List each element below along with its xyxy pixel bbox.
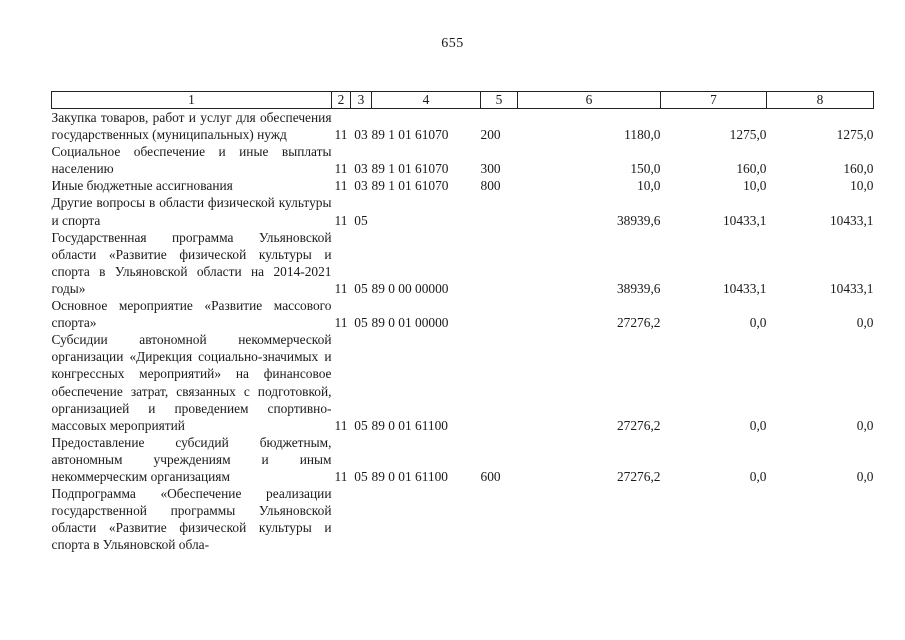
row-target-code: 89 1 01 61070 [371,161,449,177]
row-name: Другие вопросы в области физической культуры и спорта [51,195,332,228]
row-name: Иные бюджетные ассигнования [51,178,233,194]
row-expense-type [481,331,518,434]
row-expense-type: 600 [480,468,501,484]
row-amount-2: 0,0 [749,417,767,433]
row-expense-type: 200 [480,127,501,143]
table-row [52,297,874,331]
row-name: Государственная программа Ульяновской области «Развитие физической культуры и спорта в Ульяновской области на 2014-2021 годы» [51,229,332,296]
row-subsection [351,485,372,553]
row-amount-1: 27276,2 [616,468,661,484]
row-expense-type [481,229,518,297]
table-row [52,109,874,144]
header-col-8: 8 [767,92,874,109]
row-expense-type [481,485,518,553]
row-subsection: 05 [354,315,368,331]
row-section: 11 [334,417,348,433]
row-amount-3: 0,0 [856,417,874,433]
table-row [52,434,874,485]
row-amount-2: 10433,1 [722,212,767,228]
header-col-6: 6 [518,92,661,109]
table-row [52,143,874,177]
row-target-code: 89 0 01 61100 [371,468,448,484]
row-amount-1: 150,0 [630,161,661,177]
row-target-code: 89 0 01 00000 [371,315,449,331]
row-target-code [372,194,481,228]
row-amount-1: 38939,6 [616,280,661,296]
row-section: 11 [334,315,348,331]
row-section: 11 [334,178,348,194]
row-expense-type [481,194,518,228]
row-section: 11 [334,127,348,143]
row-amount-3: 10,0 [850,178,874,194]
row-section: 11 [334,280,348,296]
row-amount-1: 1180,0 [624,127,661,143]
row-target-code: 89 1 01 61070 [371,127,449,143]
row-amount-1: 27276,2 [616,417,661,433]
header-col-7: 7 [661,92,767,109]
row-section: 11 [334,212,348,228]
row-expense-type: 300 [480,161,501,177]
row-section: 11 [334,161,348,177]
row-amount-2: 0,0 [749,468,767,484]
table-row [52,229,874,297]
header-col-5: 5 [481,92,518,109]
row-name: Социальное обеспечение и иные выплаты населению [51,144,332,177]
row-subsection: 03 [354,178,368,194]
row-amount-2 [661,485,767,553]
row-name: Закупка товаров, работ и услуг для обеспечения государственных (муниципальных) нужд [51,110,332,143]
row-amount-1: 10,0 [637,178,661,194]
row-target-code: 89 1 01 61070 [371,178,449,194]
row-amount-2: 10433,1 [722,280,767,296]
row-subsection: 05 [354,417,368,433]
budget-table [51,91,874,553]
table-row [52,194,874,228]
row-amount-3: 0,0 [856,315,874,331]
table-row [52,331,874,434]
row-target-code: 89 0 00 00000 [371,280,449,296]
header-row [52,92,874,109]
row-name: Подпрограмма «Обеспечение реализации государственной программы Ульяновской области «Развитие физической культуры и спорта в Ульяновской обла- [51,486,332,553]
row-amount-1: 38939,6 [616,212,661,228]
row-amount-2: 10,0 [743,178,767,194]
row-subsection: 05 [354,280,368,296]
row-amount-2: 1275,0 [729,127,767,143]
row-amount-2: 160,0 [736,161,767,177]
row-amount-3: 160,0 [843,161,874,177]
row-section [332,485,351,553]
header-col-1: 1 [52,92,332,109]
row-amount-3: 10433,1 [829,212,874,228]
page-number: 655 [441,36,464,51]
row-expense-type [481,297,518,331]
row-name: Основное мероприятие «Развитие массового спорта» [51,298,332,331]
table-row [52,177,874,194]
row-amount-3 [767,485,874,553]
header-col-4: 4 [372,92,481,109]
row-amount-2: 0,0 [749,315,767,331]
row-name: Субсидии автономной некоммерческой организации «Дирекция социально-значимых и конгрессных мероприятий» на финансовое обеспечение затрат, связанных с подготовкой, организацией и проведением спортивно-массовых мероприятий [51,332,332,433]
row-subsection: 03 [354,161,368,177]
row-subsection: 03 [354,127,368,143]
row-target-code: 89 0 01 61100 [371,417,448,433]
row-amount-1: 27276,2 [616,315,661,331]
row-target-code [372,485,481,553]
row-name: Предоставление субсидий бюджетным, автономным учреждениям и иным некоммерческим организациям [51,434,332,484]
header-col-3: 3 [351,92,372,109]
row-amount-3: 0,0 [856,468,874,484]
row-section: 11 [334,468,348,484]
row-subsection: 05 [354,212,368,228]
row-subsection: 05 [354,468,368,484]
table-row [52,485,874,553]
row-amount-3: 1275,0 [836,127,874,143]
row-amount-3: 10433,1 [829,280,874,296]
header-col-2: 2 [332,92,351,109]
row-expense-type: 800 [480,178,501,194]
row-amount-1 [518,485,661,553]
